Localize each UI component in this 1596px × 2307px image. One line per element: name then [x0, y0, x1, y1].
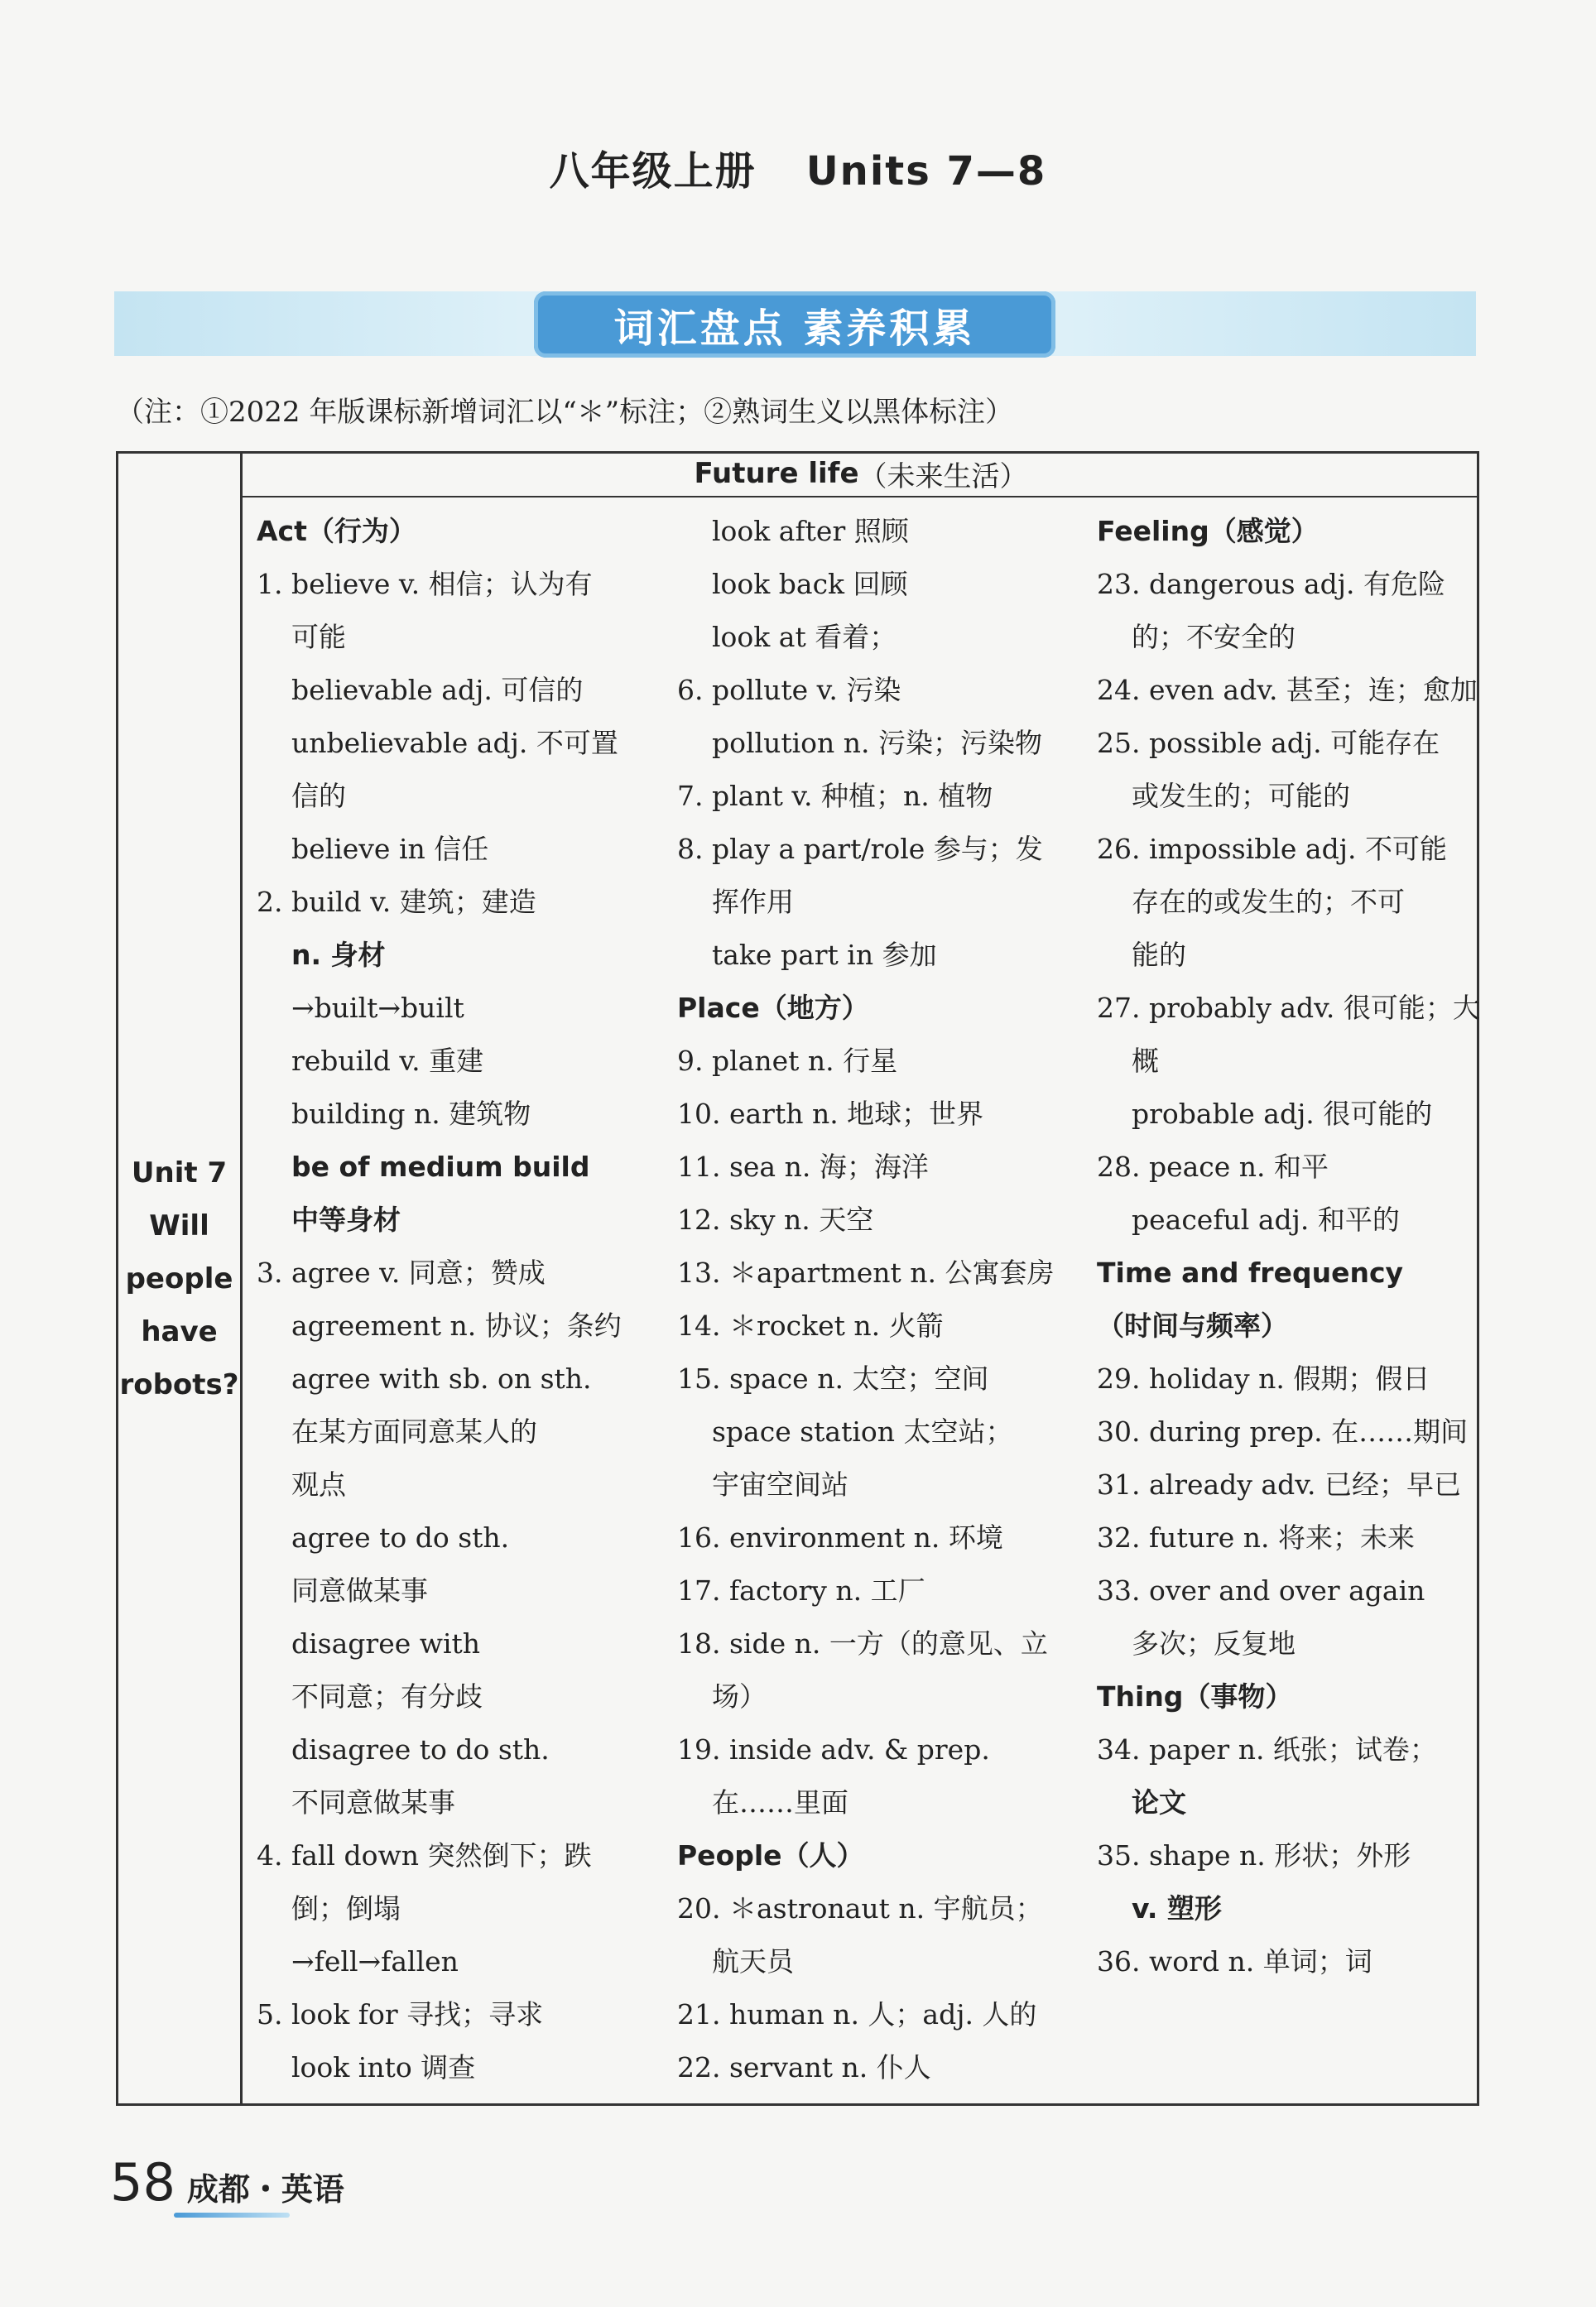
vocab-line: peaceful adj. 和平的 [1132, 1204, 1400, 1236]
vocab-line: disagree with [291, 1627, 481, 1660]
vocab-line: 26. impossible adj. 不可能 [1097, 833, 1447, 865]
vocab-line: 11. sea n. 海；海洋 [677, 1151, 929, 1183]
unit-label-line: Will [149, 1209, 209, 1242]
vocab-line: 论文 [1132, 1786, 1186, 1819]
page-number: 58 [110, 2152, 175, 2213]
vocab-line: 34. paper n. 纸张；试卷； [1097, 1733, 1437, 1766]
page-footer [110, 2152, 344, 2213]
title-cn: 八年级上册 [549, 148, 757, 195]
vocab-line: 31. already adv. 已经；早已 [1097, 1468, 1461, 1501]
vocab-line: agree with sb. on sth. [291, 1363, 592, 1395]
vocab-line: agreement n. 协议；条约 [291, 1310, 622, 1342]
vocab-line: 12. sky n. 天空 [677, 1204, 874, 1236]
vocab-line: 观点 [291, 1468, 346, 1501]
vocab-line: 20. ＊astronaut n. 宇航员； [677, 1892, 1043, 1925]
vocab-line: 19. inside adv. & prep. [677, 1733, 990, 1766]
vocab-column-3 [1097, 505, 1480, 1988]
vocab-line: 2. build v. 建筑；建造 [257, 886, 536, 918]
vocab-line: take part in 参加 [712, 939, 937, 971]
vocab-line: 21. human n. 人；adj. 人的 [677, 1998, 1037, 2031]
vocab-line: 30. during prep. 在……期间 [1097, 1415, 1469, 1448]
vocab-line: 在某方面同意某人的 [291, 1415, 537, 1448]
vocab-line: agree to do sth. [291, 1521, 510, 1554]
vocab-line: 33. over and over again [1097, 1574, 1425, 1607]
vocab-line: look at 看着； [712, 621, 897, 653]
vocab-line: →fell→fallen [291, 1945, 459, 1978]
vocab-line: disagree to do sth. [291, 1733, 550, 1766]
vocab-line: （时间与频率） [1097, 1310, 1288, 1342]
page-title [0, 139, 1596, 196]
unit-label-line: robots? [119, 1368, 239, 1401]
vocab-line: Place（地方） [677, 992, 869, 1024]
vocab-line: 25. possible adj. 可能存在 [1097, 727, 1440, 759]
vocab-line: space station 太空站； [712, 1415, 1013, 1448]
vocab-line: 3. agree v. 同意；赞成 [257, 1257, 546, 1289]
vocab-line: building n. 建筑物 [291, 1098, 531, 1130]
vocab-line: 宇宙空间站 [712, 1468, 848, 1501]
vocab-line: Thing（事物） [1097, 1680, 1293, 1713]
vocab-line: 32. future n. 将来；未来 [1097, 1521, 1415, 1554]
vocab-line: 同意做某事 [291, 1574, 428, 1607]
vocab-line: 14. ＊rocket n. 火箭 [677, 1310, 944, 1342]
footer-accent-bar [174, 2213, 290, 2218]
vocab-line: believe in 信任 [291, 833, 489, 865]
vocab-line: 24. even adv. 甚至；连；愈加 [1097, 674, 1478, 706]
note-text: （注：①2022 年版课标新增词汇以“＊”标注；②熟词生义以黑体标注） [116, 396, 1014, 429]
vocab-line: 能的 [1132, 939, 1186, 971]
vocab-line: 1. believe v. 相信；认为有 [257, 568, 593, 600]
vocab-line: 16. environment n. 环境 [677, 1521, 1003, 1554]
vocab-line: believable adj. 可信的 [291, 674, 584, 706]
vocab-line: look after 照顾 [712, 515, 909, 547]
vocab-line: 17. factory n. 工厂 [677, 1574, 925, 1607]
vocab-line: →built→built [291, 992, 464, 1024]
table-header-cn: （未来生活） [858, 459, 1028, 493]
vocab-line: 存在的或发生的；不可 [1132, 886, 1405, 918]
vocab-line: 航天员 [712, 1945, 794, 1978]
vocab-line: 13. ＊apartment n. 公寓套房 [677, 1257, 1055, 1289]
vocab-line: 29. holiday n. 假期；假日 [1097, 1363, 1430, 1395]
vocab-line: 7. plant v. 种植；n. 植物 [677, 780, 993, 812]
vocab-line: 倒；倒塌 [291, 1892, 401, 1925]
vocab-line: 可能 [291, 621, 346, 653]
footer-label: 成都・英语 [186, 2171, 344, 2208]
vocab-line: look into 调查 [291, 2051, 476, 2084]
vocab-line: 挥作用 [712, 886, 794, 918]
vocab-line: 18. side n. 一方（的意见、立 [677, 1627, 1048, 1660]
table-header-en: Future life [694, 457, 859, 490]
vocab-line: unbelievable adj. 不可置 [291, 727, 618, 759]
vocab-line: pollution n. 污染；污染物 [712, 727, 1043, 759]
unit-label-line: people [125, 1262, 233, 1295]
vocab-line: 28. peace n. 和平 [1097, 1151, 1329, 1183]
vocab-line: 不同意做某事 [291, 1786, 455, 1819]
vocab-line: 场） [712, 1680, 767, 1713]
vocab-line: 35. shape n. 形状；外形 [1097, 1839, 1411, 1872]
vocab-line: 4. fall down 突然倒下；跌 [257, 1839, 592, 1872]
vocab-line: 22. servant n. 仆人 [677, 2051, 931, 2084]
vocab-line: People（人） [677, 1839, 864, 1872]
vocab-line: 中等身材 [291, 1204, 401, 1236]
vocab-line: 5. look for 寻找；寻求 [257, 1998, 544, 2031]
vocab-line: 不同意；有分歧 [291, 1680, 483, 1713]
unit-label-line: Unit 7 [131, 1156, 228, 1190]
vocab-line: 36. word n. 单词；词 [1097, 1945, 1372, 1978]
title-en: Units 7—8 [805, 148, 1047, 195]
vocab-line: look back 回顾 [712, 568, 908, 600]
vocab-line: 10. earth n. 地球；世界 [677, 1098, 984, 1130]
vocab-line: 9. planet n. 行星 [677, 1045, 898, 1077]
vocab-line: 6. pollute v. 污染 [677, 674, 901, 706]
vocab-line: 或发生的；可能的 [1132, 780, 1350, 812]
vocab-line: 在……里面 [712, 1786, 848, 1819]
unit-label-line: have [141, 1315, 218, 1348]
vocab-line: Act（行为） [257, 515, 416, 547]
vocab-line: 概 [1132, 1045, 1159, 1077]
vocab-line: Time and frequency [1097, 1257, 1404, 1289]
vocab-line: n. 身材 [291, 939, 386, 971]
vocab-line: probable adj. 很可能的 [1132, 1098, 1433, 1130]
vocab-line: 信的 [291, 780, 346, 812]
vocab-column-1 [257, 505, 646, 2094]
vocab-line: 23. dangerous adj. 有危险 [1097, 568, 1446, 600]
vocab-line: 的；不安全的 [1132, 621, 1296, 653]
vocab-line: 多次；反复地 [1132, 1627, 1296, 1660]
vocab-line: be of medium build [291, 1151, 590, 1183]
vocab-column-2 [677, 505, 1066, 2094]
vocab-line: 27. probably adv. 很可能；大 [1097, 992, 1480, 1024]
vocab-line: rebuild v. 重建 [291, 1045, 484, 1077]
vocab-line: 15. space n. 太空；空间 [677, 1363, 989, 1395]
vocab-line: 8. play a part/role 参与；发 [677, 833, 1043, 865]
vocab-line: v. 塑形 [1132, 1892, 1222, 1925]
unit-label [116, 1146, 243, 1411]
section-banner: 词汇盘点 素养积累 [534, 291, 1055, 358]
vocab-line: Feeling（感觉） [1097, 515, 1319, 547]
table-header [243, 451, 1479, 497]
